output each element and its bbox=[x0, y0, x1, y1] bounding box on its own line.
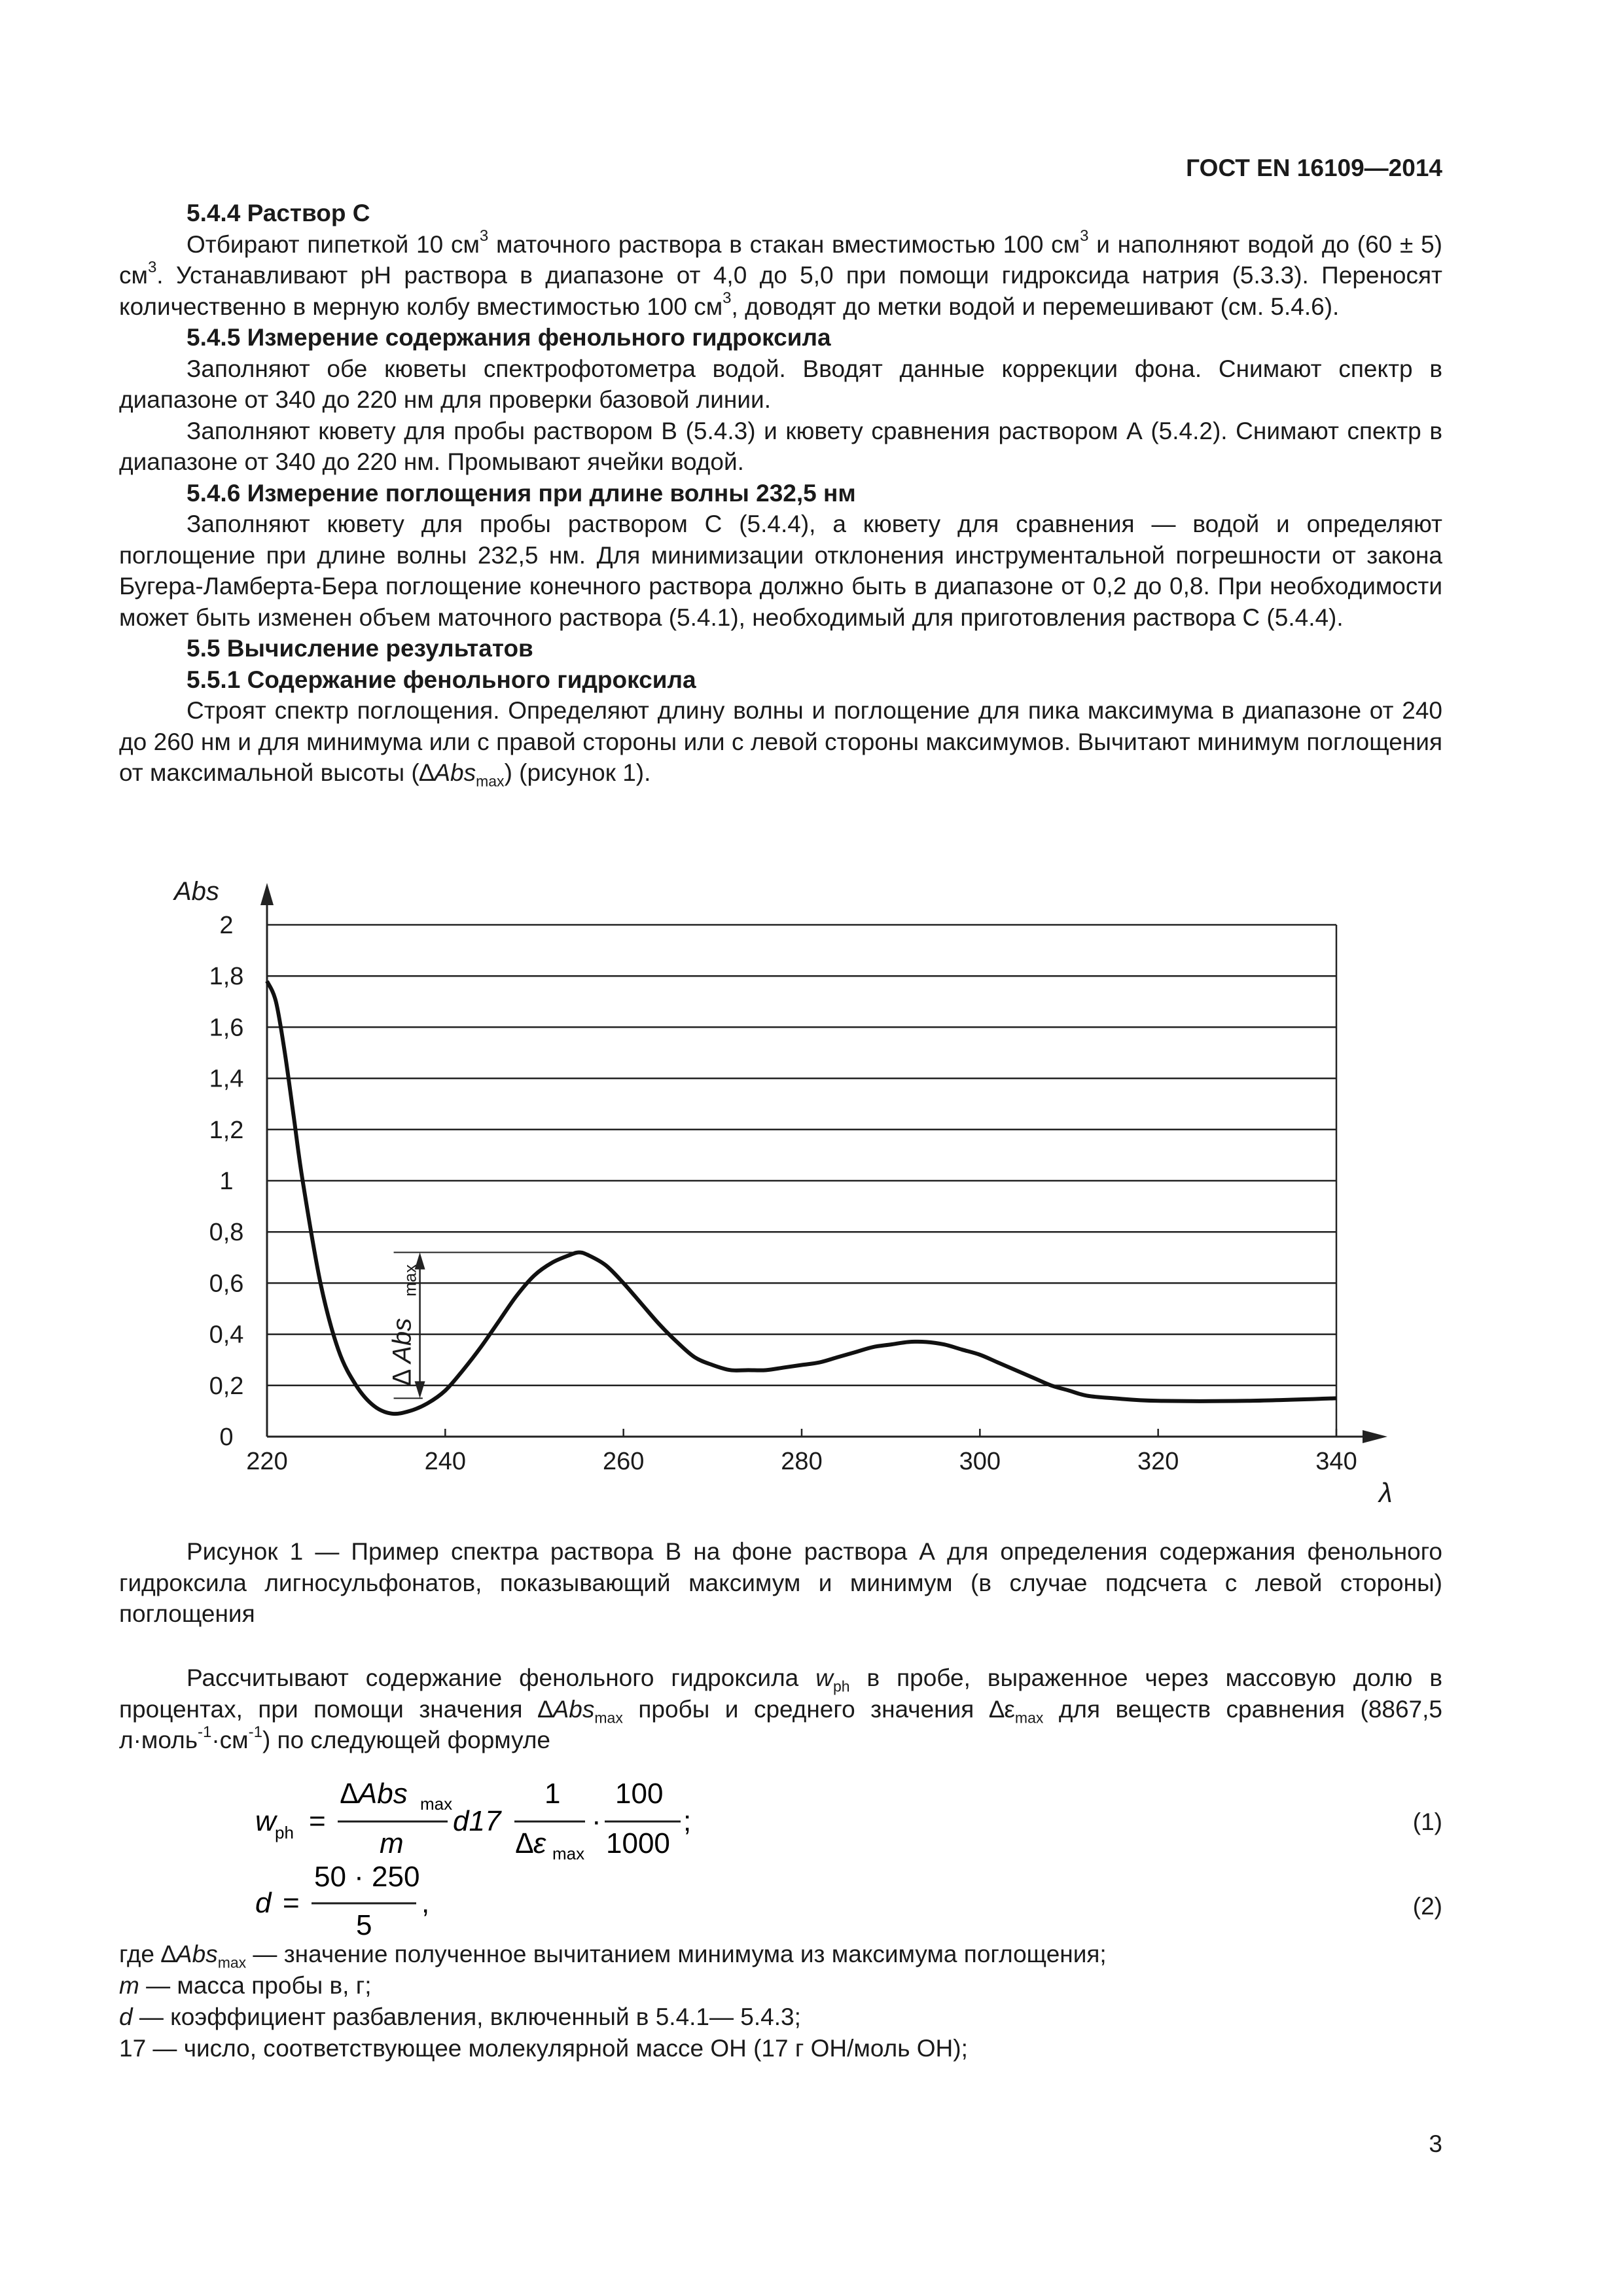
y-tick-label: 0,6 bbox=[209, 1270, 244, 1298]
paragraph-5-4-5-b: Заполняют кювету для пробы раствором В (5.4.3) и кювету сравнения раствором А (5.4.2). Снимают спектр в диапазоне от 340 до 220 нм. Промывают ячейки водой. bbox=[119, 417, 1442, 475]
annotation-label: ∆ Abs bbox=[387, 1318, 417, 1386]
x-tick-label: 260 bbox=[602, 1448, 645, 1475]
formula-1-frac3-den: 1000 bbox=[606, 1827, 670, 1859]
formula-1-frac2-den: ∆ε bbox=[516, 1827, 546, 1859]
paragraph-5-4-4: Отбирают пипеткой 10 $см^3$ маточного раствора в стакан вместимостью 100 $см^3$ и наполняют водой до (60 ± 5) $см^3$. Устанавливают pH раствора в диапазоне от 4,0 до 5,0 при помощи гидроксида натрия (5.3.3). Переносят количественно в мерную колбу вместимостью 100 $см^3$, доводят до метки водой и перемешивают (см. 5.4.6). bbox=[119, 227, 1442, 320]
y-tick-label: 1,8 bbox=[209, 963, 244, 991]
page-number: 3 bbox=[1429, 2130, 1442, 2157]
formula-1-eq: = bbox=[309, 1805, 326, 1837]
y-tick-label: 0 bbox=[219, 1424, 234, 1451]
figure-1 bbox=[119, 874, 1448, 1522]
heading-5-4-4: 5.4.4 Раствор С bbox=[187, 200, 370, 226]
formula-1-frac3-num: 100 bbox=[615, 1778, 664, 1810]
body-text bbox=[119, 198, 1442, 789]
formula-1-den: m bbox=[380, 1827, 404, 1859]
formula-2-svg bbox=[119, 1859, 643, 1944]
y-tick-label: 0,4 bbox=[209, 1321, 244, 1349]
x-tick-label: 280 bbox=[781, 1448, 823, 1475]
formula-1-lhs-sub: ph bbox=[275, 1823, 294, 1842]
document-header: ГОСТ EN 16109—2014 bbox=[1186, 154, 1442, 181]
y-tick-label: 0,8 bbox=[209, 1219, 244, 1247]
formula-1-frac2-num: 1 bbox=[544, 1778, 561, 1810]
x-tick-label: 300 bbox=[959, 1448, 1001, 1475]
legend-line-3: d — коэффициент разбавления, включенный в 5.4.1— 5.4.3; bbox=[119, 2003, 801, 2030]
annotation-label-sub: max bbox=[400, 1264, 420, 1297]
heading-5-5-1: 5.5.1 Содержание фенольного гидроксила bbox=[187, 666, 696, 693]
formula-1-lhs: w bbox=[255, 1805, 276, 1837]
heading-5-4-6: 5.4.6 Измерение поглощения при длине волны 232,5 нм bbox=[187, 479, 856, 507]
formula-1-end: ; bbox=[683, 1805, 692, 1837]
formula-1 bbox=[119, 1770, 1442, 1862]
formula-2 bbox=[119, 1859, 1442, 1950]
formula-2-number: (2) bbox=[1412, 1893, 1442, 1920]
y-tick-label: 1 bbox=[219, 1168, 234, 1195]
legend-line-4: 17 — число, соответствующее молекулярной массе ОН (17 г ОН/моль ОН); bbox=[119, 2035, 968, 2062]
x-tick-label: 220 bbox=[246, 1448, 288, 1475]
legend-line-1: где ∆Abs$_{max}$ — значение полученное вычитанием минимума из максимума поглощения; bbox=[119, 1941, 1107, 1971]
formula-1-mid: d17 bbox=[453, 1805, 501, 1837]
x-tick-label: 340 bbox=[1315, 1448, 1357, 1475]
formula-2-eq: = bbox=[283, 1887, 300, 1919]
formula-1-frac2-den-sub: max bbox=[552, 1844, 585, 1862]
legend-line-2: m — масса пробы в, г; bbox=[119, 1972, 372, 1999]
figure-caption: Рисунок 1 — Пример спектра раствора В на фоне раствора А для определения содержания фенольного гидроксила лигносульфонатов, показывающий максимум и минимум (в случае подсчета с левой стороны) поглощения bbox=[119, 1538, 1442, 1627]
heading-5-5: 5.5 Вычисление результатов bbox=[187, 635, 533, 662]
y-tick-label: 2 bbox=[219, 912, 234, 939]
y-tick-label: 1,4 bbox=[209, 1065, 244, 1093]
heading-5-4-5: 5.4.5 Измерение содержания фенольного гидроксила bbox=[187, 324, 831, 351]
paragraph-5-5-1: Строят спектр поглощения. Определяют длину волны и поглощение для пика максимума в диапазоне от 240 до 260 нм и для минимума или с правой стороны или с левой стороны максимумов. Вычитают минимум поглощения от максимальной высоты (∆Abs$_{max}$) (рисунок 1). bbox=[119, 697, 1442, 790]
formula-2-den: 5 bbox=[356, 1909, 372, 1941]
formula-1-dot: · bbox=[592, 1805, 601, 1837]
formula-2-num: 50 · 250 bbox=[314, 1861, 420, 1893]
formula-intro: Рассчитывают содержание фенольного гидроксила $w_{ph}$ в пробе, выраженное через массовую долю в процентах, при помощи значения ∆Abs$_{max}$ пробы и среднего значения $\Delta\varepsilon_{max}$ для веществ сравнения (8867,5 $л\cdot моль^{-1}\cdot см^{-1}$) по следующей формуле bbox=[119, 1664, 1442, 1753]
formula-legend bbox=[119, 1939, 1442, 2064]
formula-2-lhs: d bbox=[255, 1887, 272, 1919]
y-axis-arrow bbox=[260, 883, 274, 905]
x-tick-label: 240 bbox=[424, 1448, 467, 1475]
y-tick-label: 1,2 bbox=[209, 1116, 244, 1144]
formula-1-num: ∆Abs bbox=[340, 1778, 408, 1810]
formula-1-number: (1) bbox=[1412, 1808, 1442, 1835]
y-axis-label: Abs bbox=[174, 877, 219, 906]
formula-1-svg bbox=[119, 1770, 774, 1862]
x-tick-label: 320 bbox=[1137, 1448, 1179, 1475]
y-tick-label: 0,2 bbox=[209, 1372, 244, 1400]
paragraph-5-4-5-a: Заполняют обе кюветы спектрофотометра водой. Вводят данные коррекции фона. Снимают спектр в диапазоне от 340 до 220 нм для проверки базовой линии. bbox=[119, 355, 1442, 413]
formula-2-end: , bbox=[421, 1887, 430, 1919]
x-axis-label: λ bbox=[1379, 1477, 1393, 1508]
formula-1-num-sub: max bbox=[420, 1794, 453, 1814]
absorbance-chart bbox=[119, 874, 1448, 1522]
y-tick-label: 1,6 bbox=[209, 1014, 244, 1042]
paragraph-5-4-6: Заполняют кювету для пробы раствором С (5.4.4), а кювету для сравнения — водой и определяют поглощение при длине волны 232,5 нм. Для минимизации отклонения инструментальной погрешности от закона Бугера-Ламберта-Бера поглощение конечного раствора должно быть в диапазоне от 0,2 до 0,8. При необходимости может быть изменен объем маточного раствора (5.4.1), необходимый для приготовления раствора С (5.4.4). bbox=[119, 511, 1442, 631]
spectrum-line bbox=[267, 981, 1336, 1414]
x-axis-arrow bbox=[1363, 1430, 1387, 1443]
